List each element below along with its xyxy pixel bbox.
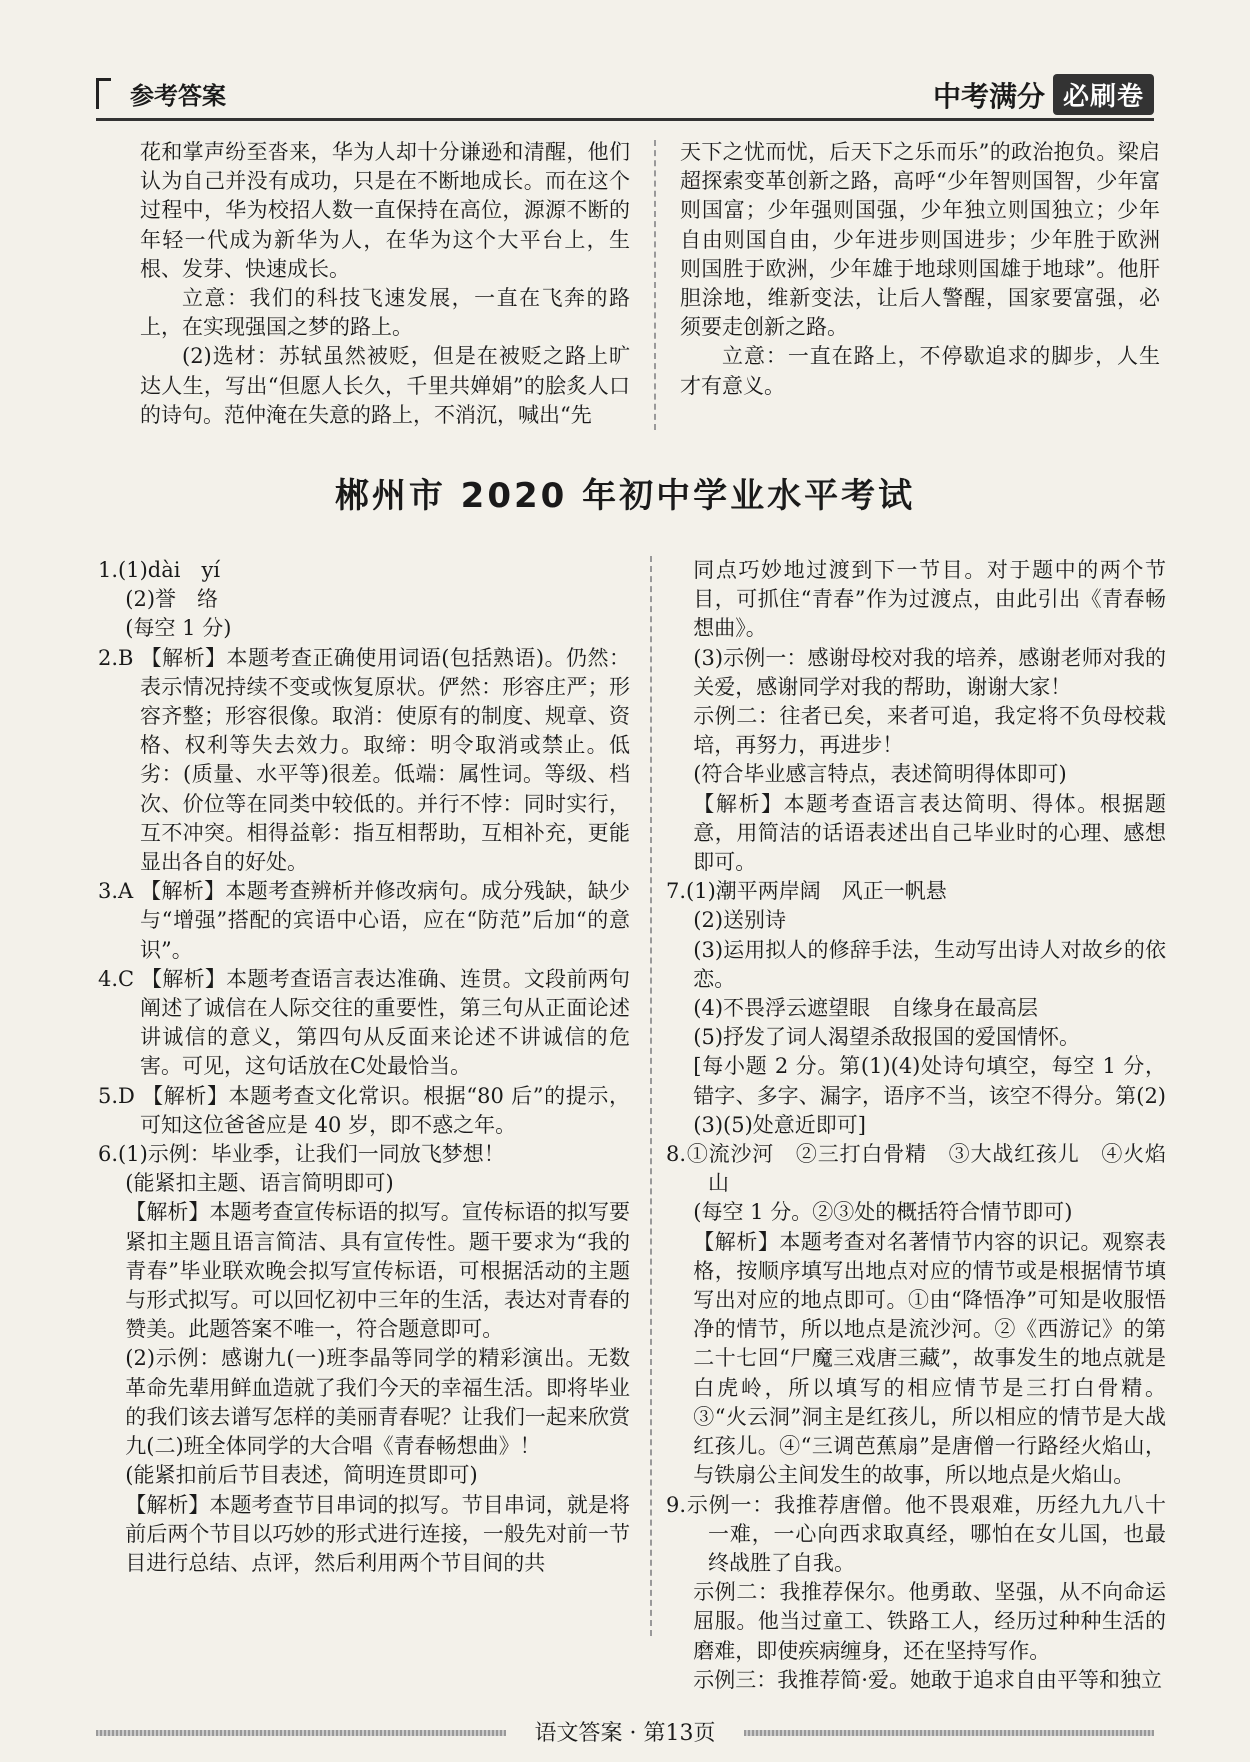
- answer-line: (4)不畏浮云遮望眼 自缘身在最高层: [693, 996, 1039, 1021]
- answer-line: 【解析】本题考查宣传标语的拟写。宣传标语的拟写要紧扣主题且语言简洁、具有宣传性。题干要求为“我的青春”毕业联欢晚会拟写宣传标语，可根据活动的主题与形式拟写。可以回忆初中三年的生活，表达对青春的赞美。此题答案不唯一，符合题意即可。: [125, 1200, 630, 1342]
- brand-logo: 必刷卷: [1053, 74, 1154, 115]
- answer-line: (每空 1 分。②③处的概括符合情节即可): [693, 1200, 1073, 1225]
- answer-line: (3)运用拟人的修辞手法，生动写出诗人对故乡的依恋。: [693, 937, 1166, 991]
- answer-line: [每小题 2 分。第(1)(4)处诗句填空，每空 1 分，错字、多字、漏字，语序不当，该空不得分。第(2)(3)(5)处意近即可]: [693, 1054, 1166, 1137]
- header-rule: [96, 118, 1154, 121]
- answer-column-right: [666, 556, 1166, 1695]
- paragraph: 天下之忧而忧，后天下之乐而乐”的政治抱负。梁启超探索变革创新之路，高呼“少年智则国智，少年富则国富；少年强则国强，少年独立则国独立；少年自由则国自由，少年进步则国进步；少年胜于欧洲则国胜于欧洲，少年雄于地球则国雄于地球”。他肝胆涂地，维新变法，让后人警醒，国家要富强，必须要走创新之路。: [680, 140, 1160, 340]
- paragraph: 立意：我们的科技飞速发展，一直在飞奔的路上，在实现强国之梦的路上。: [140, 286, 630, 340]
- answer-line: 示例二：我推荐保尔。他勇敢、坚强，从不向命运屈服。他当过童工、铁路工人，经历过种种生活的磨难，即使疾病缠身，还在坚持写作。: [693, 1580, 1166, 1663]
- answer-line: (每空 1 分): [125, 616, 232, 641]
- answer-line: 5.D 【解析】本题考查文化常识。根据“80 后”的提示，可知这位爸爸应是 40 岁，即不惑之年。: [98, 1083, 630, 1137]
- answer-line: (符合毕业感言特点，表述简明得体即可): [693, 762, 1067, 787]
- top-right-column: [680, 138, 1160, 401]
- answer-line: (3)示例一：感谢母校对我的培养，感谢老师对我的关爱，感谢同学对我的帮助，谢谢大家！: [693, 645, 1166, 699]
- paragraph: 立意：一直在路上，不停歇追求的脚步，人生才有意义。: [680, 344, 1160, 398]
- answer-line: (5)抒发了词人渴望杀敌报国的爱国情怀。: [693, 1025, 1081, 1050]
- paragraph: (2)选材：苏轼虽然被贬，但是在被贬之路上旷达人生，写出“但愿人长久，千里共婵娟”的脍炙人口的诗句。范仲淹在失意的路上，不消沉，喊出“先: [140, 344, 630, 427]
- column-divider: [650, 556, 652, 1636]
- answer-line: 示例二：往者已矣，来者可追，我定将不负母校栽培，再努力，再进步！: [693, 704, 1166, 758]
- answer-line: (能紧扣主题、语言简明即可): [125, 1171, 394, 1196]
- answer-line: (2)誉 络: [125, 587, 219, 612]
- answer-line: 同点巧妙地过渡到下一节目。对于题中的两个节目，可抓住“青春”作为过渡点，由此引出《青春畅想曲》。: [693, 558, 1166, 641]
- answer-line: 【解析】本题考查语言表达简明、得体。根据题意，用简洁的话语表述出自己毕业时的心理、感想即可。: [693, 791, 1166, 875]
- column-divider: [654, 140, 656, 430]
- footer-rule-right: [744, 1730, 1154, 1736]
- answer-line: 3.A 【解析】本题考查辨析并修改病句。成分残缺，缺少与“增强”搭配的宾语中心语，应在“防范”后加“的意识”。: [98, 879, 630, 962]
- page-footer: 语文答案 · 第13页: [534, 1721, 716, 1746]
- answer-line: 【解析】本题考查节目串词的拟写。节目串词，就是将前后两个节目以巧妙的形式进行连接，一般先对前一节目进行总结、点评，然后利用两个节目间的共: [125, 1492, 630, 1575]
- exam-title: 郴州市 2020 年初中学业水平考试: [334, 476, 916, 516]
- answer-column-left: [98, 556, 630, 1578]
- answer-line: 4.C 【解析】本题考查语言表达准确、连贯。文段前两句阐述了诚信在人际交往的重要性，第三句从正面论述讲诚信的意义，第四句从反面来论述不讲诚信的危害。可见，这句话放在C处最恰当。: [98, 966, 630, 1079]
- top-left-column: [140, 138, 630, 430]
- paragraph: 花和掌声纷至沓来，华为人却十分谦逊和清醒，他们认为自己并没有成功，只是在不断地成长。而在这个过程中，华为校招人数一直保持在高位，源源不断的年轻一代成为新华为人，在华为这个大平台上，生根、发芽、快速成长。: [140, 140, 630, 281]
- header-brand: [933, 74, 1154, 115]
- answer-line: 1.(1)dài yí: [98, 558, 221, 582]
- answer-line: 6.(1)示例：毕业季，让我们一同放飞梦想！: [98, 1142, 505, 1167]
- answer-line: 7.(1)潮平两岸阔 风正一帆悬: [666, 879, 947, 904]
- answer-line: 示例三：我推荐简·爱。她敢于追求自由平等和独立: [693, 1667, 1162, 1692]
- header-section-label: 参考答案: [130, 82, 226, 110]
- answer-line: (能紧扣前后节目表述，简明连贯即可): [125, 1463, 478, 1488]
- brand-text: 中考满分: [932, 79, 1045, 113]
- answer-line: (2)送别诗: [693, 908, 787, 933]
- answer-line: (2)示例：感谢九(一)班李晶等同学的精彩演出。无数革命先辈用鲜血造就了我们今天的幸福生活。即将毕业的我们该去谱写怎样的美丽青春呢？让我们一起来欣赏九(二)班全体同学的大合唱《青春畅想曲》！: [125, 1346, 630, 1459]
- answer-line: 8.①流沙河 ②三打白骨精 ③大战红孩儿 ④火焰山: [666, 1142, 1166, 1196]
- answer-line: 9.示例一：我推荐唐僧。他不畏艰难，历经九九八十一难，一心向西求取真经，哪怕在女儿国，也最终战胜了自我。: [666, 1492, 1166, 1575]
- answer-line: 【解析】本题考查对名著情节内容的识记。观察表格，按顺序填写出地点对应的情节或是根据情节填写出对应的地点即可。①由“降悟净”可知是收服悟净的情节，所以地点是流沙河。②《西游记》的第二十七回“尸魔三戏唐三藏”，故事发生的地点就是白虎岭，所以填写的相应情节是三打白骨精。③“火云洞”洞主是红孩儿，所以相应的情节是大战红孩儿。④“三调芭蕉扇”是唐僧一行路经火焰山，与铁扇公主间发生的故事，所以地点是火焰山。: [693, 1229, 1166, 1488]
- answer-line: 2.B 【解析】本题考查正确使用词语(包括熟语)。仍然：表示情况持续不变或恢复原状。俨然：形容庄严；形容齐整；形容很像。取消：使原有的制度、规章、资格、权利等失去效力。取缔：明令取消或禁止。低劣：(质量、水平等)很差。低端：属性词。等级、档次、价位等在同类中较低的。并行不悖：同时实行，互不冲突。相得益彰：指互相帮助，互相补充，更能显出各自的好处。: [98, 645, 630, 875]
